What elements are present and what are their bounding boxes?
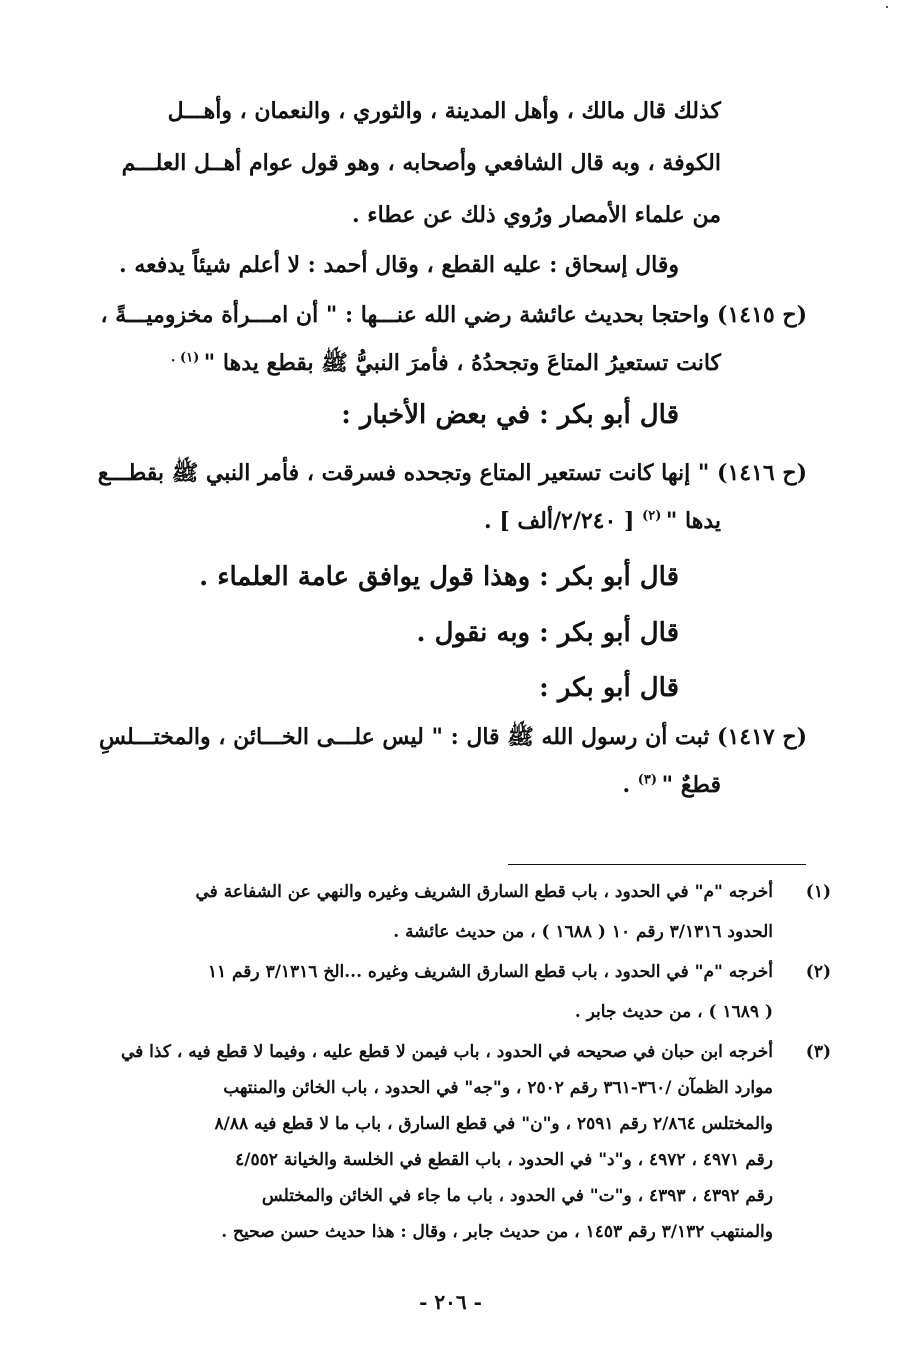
hadith-1415-line-2: كانت تستعيرُ المتاعَ وتجحدُهُ ، فأمرَ النبيُّ ﷺ بقطع يدها " $^{(١) .}$	[170, 350, 721, 376]
heading-abu-bakr-4: قال أبو بكر :	[539, 673, 679, 703]
hadith-1417-line-2: قطعٌ " $^{(٣)}$ .	[622, 772, 721, 798]
hadith-1415-line-1: (ح ١٤١٥) واحتجا بحديث عائشة رضي الله عنـــها : " أن امـــرأة مخزوميـــةً ،	[100, 302, 807, 328]
footnote-3-line-6: والمنتهب ٣/١٣٢ رقم ١٤٥٣ ، من حديث جابر ، وقال : هذا حديث حسن صحيح .	[221, 1222, 773, 1242]
footnote-3-line-4: رقم ٤٩٧١ ، ٤٩٧٢ ، و"د" في الحدود ، باب القطع في الخلسة والخيانة ٤/٥٥٢	[235, 1150, 773, 1170]
body-line-2: الكوفة ، وبه قال الشافعي وأصحابه ، وهو قول عوام أهــل العلـــم	[121, 150, 721, 176]
footnote-3-line-5: رقم ٤٣٩٢ ، ٤٣٩٣ ، و"ت" في الحدود ، باب ما جاء في الخائن والمختلس	[261, 1186, 773, 1206]
heading-abu-bakr-3: قال أبو بكر : وبه نقول .	[416, 618, 679, 648]
hadith-1417-line-1: (ح ١٤١٧) ثبت أن رسول الله ﷺ قال : " ليس علـــى الخـــائن ، والمختـــلسِ	[99, 724, 807, 750]
footnote-2-line-2: ( ١٦٨٩ ) ، من حديث جابر .	[574, 1002, 773, 1022]
footnote-3-line-3: والمختلس ٢/٨٦٤ رقم ٢٥٩١ ، و"ن" في قطع السارق ، باب ما لا قطع فيه ٨/٨٨	[214, 1114, 773, 1134]
footnote-3-line-1: أخرجه ابن حبان في صحيحه في الحدود ، باب فيمن لا قطع عليه ، وفيما لا قطع فيه ، كذا في	[120, 1042, 773, 1062]
footnote-2-line-1: أخرجه "م" في الحدود ، باب قطع السارق الشريف وغيره ...الخ ٣/١٣١٦ رقم ١١	[207, 962, 773, 982]
body-line-1: كذلك قال مالك ، وأهل المدينة ، والثوري ، والنعمان ، وأهـــل	[167, 98, 721, 124]
footnote-ref-3: (٣)	[637, 772, 658, 788]
heading-abu-bakr-2: قال أبو بكر : وهذا قول يوافق عامة العلماء .	[199, 562, 679, 592]
hadith-1416-line-2: يدها " $^{(٢)}$ [ ٢/٢٤٠/ألف ] .	[484, 508, 721, 534]
footnote-1-line-2: الحدود ٣/١٣١٦ رقم ١٠ ( ١٦٨٨ ) ، من حديث عائشة .	[393, 922, 773, 942]
footnote-number-2: (٢)	[805, 962, 831, 982]
footnote-number-1: (١)	[805, 882, 831, 902]
footnote-number-3: (٣)	[805, 1042, 831, 1062]
hadith-1416-line-1: (ح ١٤١٦) " إنها كانت تستعير المتاع وتجحده فسرقت ، فأمر النبي ﷺ بقطـــع	[97, 460, 807, 486]
footnote-ref-1: (١) .	[170, 350, 200, 366]
body-line-4: وقال إسحاق : عليه القطع ، وقال أحمد : لا أعلم شيئاً يدفعه .	[119, 252, 679, 278]
body-line-3: من علماء الأمصار ورُوي ذلك عن عطاء .	[351, 202, 721, 228]
page-number: - ٢٠٦ -	[419, 1290, 482, 1314]
heading-abu-bakr-1: قال أبو بكر : في بعض الأخبار :	[341, 400, 679, 430]
footnote-1-line-1: أخرجه "م" في الحدود ، باب قطع السارق الشريف وغيره والنهي عن الشفاعة في	[195, 882, 773, 902]
scan-speck	[886, 6, 888, 8]
footnote-ref-2: (٢)	[642, 508, 662, 524]
footnote-separator	[508, 864, 806, 865]
footnote-3-line-2: موارد الظمآن /٣٦٠-٣٦١ رقم ٢٥٠٢ ، و"جه" في الحدود ، باب الخائن والمنتهب	[223, 1078, 773, 1098]
